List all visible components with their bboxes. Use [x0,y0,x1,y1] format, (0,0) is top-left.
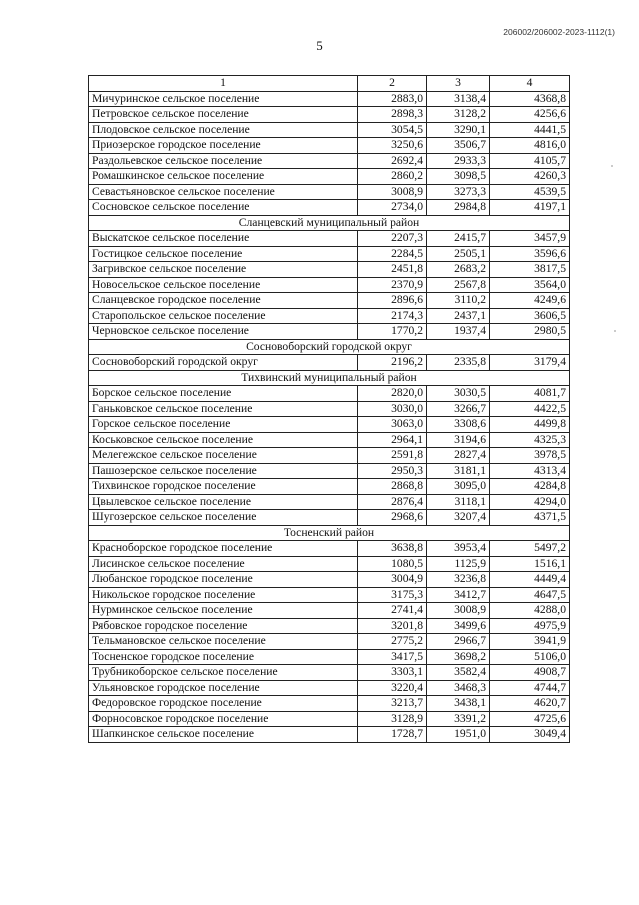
value-col-3-cell: 3008,9 [427,603,490,619]
value-col-3-cell: 3128,2 [427,107,490,123]
value-col-4-cell: 2980,5 [490,324,570,340]
value-col-4-cell: 4725,6 [490,711,570,727]
value-col-3-cell: 3181,1 [427,463,490,479]
value-col-2-cell: 2370,9 [358,277,427,293]
table-row [89,463,570,479]
table-row [89,262,570,278]
table-body [89,76,570,743]
settlement-name-cell: Сланцевское городское поселение [89,293,358,309]
settlement-name-cell: Тосненское городское поселение [89,649,358,665]
value-col-2-cell: 2868,8 [358,479,427,495]
value-col-4-cell: 4294,0 [490,494,570,510]
value-col-2-cell: 2964,1 [358,432,427,448]
value-col-2-cell: 2950,3 [358,463,427,479]
value-col-3-cell: 3030,5 [427,386,490,402]
value-col-4-cell: 4368,8 [490,91,570,107]
table-row [89,696,570,712]
value-col-2-cell: 1770,2 [358,324,427,340]
value-col-3-cell: 2437,1 [427,308,490,324]
value-col-2-cell: 3004,9 [358,572,427,588]
settlement-name-cell: Приозерское городское поселение [89,138,358,154]
settlement-name-cell: Ромашкинское сельское поселение [89,169,358,185]
table-row [89,665,570,681]
value-col-2-cell: 2174,3 [358,308,427,324]
value-col-3-cell: 3308,6 [427,417,490,433]
table-row [89,231,570,247]
table-row [89,153,570,169]
settlement-name-cell: Новосельское сельское поселение [89,277,358,293]
settlement-name-cell: Севастьяновское сельское поселение [89,184,358,200]
value-col-2-cell: 3128,9 [358,711,427,727]
column-header-3: 3 [427,76,490,92]
column-header-1: 1 [89,76,358,92]
settlement-name-cell: Лисинское сельское поселение [89,556,358,572]
value-col-2-cell: 1728,7 [358,727,427,743]
value-col-4-cell: 4816,0 [490,138,570,154]
value-col-4-cell: 4908,7 [490,665,570,681]
settlement-name-cell: Горское сельское поселение [89,417,358,433]
value-col-4-cell: 4441,5 [490,122,570,138]
settlement-name-cell: Тельмановское сельское поселение [89,634,358,650]
value-col-3-cell: 3194,6 [427,432,490,448]
table-row [89,138,570,154]
value-col-3-cell: 1937,4 [427,324,490,340]
value-col-2-cell: 2591,8 [358,448,427,464]
settlement-name-cell: Раздольевское сельское поселение [89,153,358,169]
value-col-4-cell: 4647,5 [490,587,570,603]
value-col-3-cell: 2567,8 [427,277,490,293]
value-col-4-cell: 4744,7 [490,680,570,696]
value-col-3-cell: 3273,3 [427,184,490,200]
value-col-2-cell: 3250,6 [358,138,427,154]
settlement-name-cell: Загривское сельское поселение [89,262,358,278]
value-col-3-cell: 3110,2 [427,293,490,309]
value-col-3-cell: 2505,1 [427,246,490,262]
table-row [89,572,570,588]
value-col-3-cell: 3582,4 [427,665,490,681]
value-col-2-cell: 3417,5 [358,649,427,665]
table-row [89,91,570,107]
section-header-row [89,370,570,386]
value-col-4-cell: 5497,2 [490,541,570,557]
value-col-4-cell: 4081,7 [490,386,570,402]
table-row [89,184,570,200]
value-col-2-cell: 2451,8 [358,262,427,278]
value-col-4-cell: 4313,4 [490,463,570,479]
settlement-name-cell: Сосновоборский городской округ [89,355,358,371]
value-col-3-cell: 3138,4 [427,91,490,107]
value-col-2-cell: 2207,3 [358,231,427,247]
table-row [89,386,570,402]
value-col-3-cell: 3391,2 [427,711,490,727]
value-col-3-cell: 3698,2 [427,649,490,665]
value-col-2-cell: 2741,4 [358,603,427,619]
value-col-3-cell: 3499,6 [427,618,490,634]
table-row [89,277,570,293]
value-col-4-cell: 4422,5 [490,401,570,417]
table-row [89,711,570,727]
value-col-4-cell: 4105,7 [490,153,570,169]
table-row [89,603,570,619]
settlements-table [88,75,570,743]
settlement-name-cell: Ганьковское сельское поселение [89,401,358,417]
value-col-3-cell: 3290,1 [427,122,490,138]
table-row [89,246,570,262]
value-col-4-cell: 4260,3 [490,169,570,185]
section-header-row [89,525,570,541]
section-title: Сланцевский муниципальный район [89,215,570,231]
value-col-3-cell: 3506,7 [427,138,490,154]
value-col-3-cell: 3438,1 [427,696,490,712]
value-col-2-cell: 3030,0 [358,401,427,417]
table-row [89,432,570,448]
settlement-name-cell: Цвылевское сельское поселение [89,494,358,510]
scan-speck [614,330,616,332]
settlement-name-cell: Выскатское сельское поселение [89,231,358,247]
section-title: Сосновоборский городской округ [89,339,570,355]
table-row [89,649,570,665]
settlement-name-cell: Сосновское сельское поселение [89,200,358,216]
table-row [89,727,570,743]
value-col-2-cell: 3201,8 [358,618,427,634]
value-col-2-cell: 3220,4 [358,680,427,696]
column-header-4: 4 [490,76,570,92]
settlement-name-cell: Борское сельское поселение [89,386,358,402]
settlement-name-cell: Нурминское сельское поселение [89,603,358,619]
page-number: 5 [316,38,323,53]
table-row [89,541,570,557]
table-row [89,618,570,634]
table-row [89,680,570,696]
settlement-name-cell: Коськовское сельское поселение [89,432,358,448]
value-col-4-cell: 4499,8 [490,417,570,433]
section-title: Тосненский район [89,525,570,541]
table-row [89,448,570,464]
value-col-4-cell: 4371,5 [490,510,570,526]
value-col-4-cell: 1516,1 [490,556,570,572]
value-col-3-cell: 1951,0 [427,727,490,743]
settlement-name-cell: Ульяновское городское поселение [89,680,358,696]
value-col-4-cell: 3049,4 [490,727,570,743]
settlement-name-cell: Мелегежское сельское поселение [89,448,358,464]
value-col-4-cell: 3596,6 [490,246,570,262]
settlement-name-cell: Форносовское городское поселение [89,711,358,727]
settlement-name-cell: Петровское сельское поселение [89,107,358,123]
value-col-2-cell: 2284,5 [358,246,427,262]
table-row [89,401,570,417]
value-col-4-cell: 3457,9 [490,231,570,247]
table-row [89,417,570,433]
settlement-name-cell: Любанское городское поселение [89,572,358,588]
section-title: Тихвинский муниципальный район [89,370,570,386]
settlement-name-cell: Тихвинское городское поселение [89,479,358,495]
table-row [89,355,570,371]
value-col-2-cell: 3063,0 [358,417,427,433]
value-col-2-cell: 2896,6 [358,293,427,309]
value-col-4-cell: 3179,4 [490,355,570,371]
table-row [89,169,570,185]
value-col-3-cell: 3266,7 [427,401,490,417]
value-col-3-cell: 2984,8 [427,200,490,216]
table-row [89,200,570,216]
table-row [89,122,570,138]
value-col-3-cell: 3095,0 [427,479,490,495]
value-col-4-cell: 4539,5 [490,184,570,200]
value-col-2-cell: 2196,2 [358,355,427,371]
settlement-name-cell: Плодовское сельское поселение [89,122,358,138]
value-col-3-cell: 2335,8 [427,355,490,371]
settlement-name-cell: Шугозерское сельское поселение [89,510,358,526]
table-row [89,494,570,510]
value-col-4-cell: 4325,3 [490,432,570,448]
table-row [89,308,570,324]
value-col-2-cell: 2876,4 [358,494,427,510]
settlement-name-cell: Пашозерское сельское поселение [89,463,358,479]
value-col-4-cell: 3606,5 [490,308,570,324]
settlement-name-cell: Красноборское городское поселение [89,541,358,557]
section-header-row [89,339,570,355]
value-col-2-cell: 2968,6 [358,510,427,526]
value-col-3-cell: 2827,4 [427,448,490,464]
table-row [89,479,570,495]
value-col-2-cell: 2734,0 [358,200,427,216]
settlement-name-cell: Рябовское городское поселение [89,618,358,634]
value-col-4-cell: 4288,0 [490,603,570,619]
value-col-3-cell: 3236,8 [427,572,490,588]
value-col-2-cell: 3054,5 [358,122,427,138]
settlement-name-cell: Черновское сельское поселение [89,324,358,340]
value-col-3-cell: 3118,1 [427,494,490,510]
table-row [89,634,570,650]
table-row [89,324,570,340]
value-col-2-cell: 2883,0 [358,91,427,107]
value-col-2-cell: 3008,9 [358,184,427,200]
value-col-4-cell: 3978,5 [490,448,570,464]
document-id: 206002/206002-2023-1112(1) [503,27,615,37]
value-col-2-cell: 3175,3 [358,587,427,603]
value-col-4-cell: 4449,4 [490,572,570,588]
value-col-2-cell: 3303,1 [358,665,427,681]
value-col-2-cell: 2775,2 [358,634,427,650]
value-col-4-cell: 4249,6 [490,293,570,309]
value-col-2-cell: 1080,5 [358,556,427,572]
settlement-name-cell: Старопольское сельское поселение [89,308,358,324]
value-col-4-cell: 4197,1 [490,200,570,216]
scan-speck [611,165,613,167]
table-row [89,587,570,603]
section-header-row [89,215,570,231]
settlement-name-cell: Трубникоборское сельское поселение [89,665,358,681]
table-row [89,510,570,526]
value-col-4-cell: 4284,8 [490,479,570,495]
value-col-3-cell: 3412,7 [427,587,490,603]
value-col-2-cell: 2692,4 [358,153,427,169]
value-col-2-cell: 2898,3 [358,107,427,123]
value-col-3-cell: 1125,9 [427,556,490,572]
table-header-row [89,76,570,92]
settlement-name-cell: Никольское городское поселение [89,587,358,603]
value-col-3-cell: 2966,7 [427,634,490,650]
settlement-name-cell: Гостицкое сельское поселение [89,246,358,262]
value-col-3-cell: 3098,5 [427,169,490,185]
value-col-2-cell: 3213,7 [358,696,427,712]
value-col-3-cell: 3953,4 [427,541,490,557]
value-col-4-cell: 3817,5 [490,262,570,278]
value-col-3-cell: 2683,2 [427,262,490,278]
table-row [89,556,570,572]
value-col-2-cell: 3638,8 [358,541,427,557]
table-row [89,293,570,309]
value-col-2-cell: 2860,2 [358,169,427,185]
column-header-2: 2 [358,76,427,92]
value-col-4-cell: 3941,9 [490,634,570,650]
value-col-4-cell: 4975,9 [490,618,570,634]
settlement-name-cell: Шапкинское сельское поселение [89,727,358,743]
value-col-4-cell: 5106,0 [490,649,570,665]
value-col-3-cell: 2415,7 [427,231,490,247]
value-col-3-cell: 2933,3 [427,153,490,169]
value-col-4-cell: 4256,6 [490,107,570,123]
settlement-name-cell: Федоровское городское поселение [89,696,358,712]
value-col-2-cell: 2820,0 [358,386,427,402]
table-row [89,107,570,123]
value-col-4-cell: 3564,0 [490,277,570,293]
value-col-4-cell: 4620,7 [490,696,570,712]
value-col-3-cell: 3207,4 [427,510,490,526]
value-col-3-cell: 3468,3 [427,680,490,696]
settlement-name-cell: Мичуринское сельское поселение [89,91,358,107]
